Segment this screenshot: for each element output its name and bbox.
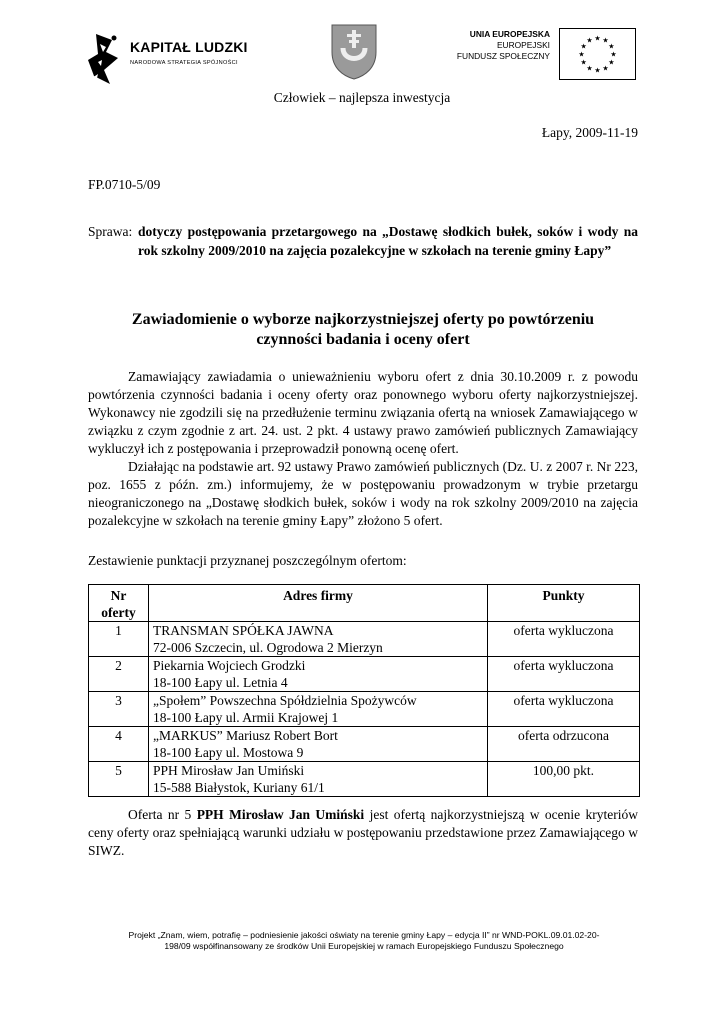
- body-paragraph-1: Zamawiający zawiadamia o unieważnieniu wyboru ofert z dnia 30.10.2009 r. z powodu powtórzenia czynności badania i oceny oferty oraz ponownego wyboru oferty najkorzystniejszej. Wykonawcy nie zgodzili się na przedłużenie terminu związania ofertą na wniosek Zamawiającego w związku z czym zgodnie z art. 24. ust. 2 pkt. 4 ustawy prawo zamówień publicznych Zamawiający wykluczył ich z postępowania i przeprowadził ponowną ocenę ofert.: [88, 369, 638, 456]
- eu-text-block: [420, 29, 550, 62]
- row-nr: 5: [89, 762, 149, 797]
- eu-line-1: UNIA EUROPEJSKA: [469, 29, 550, 39]
- kapital-ludzki-title: KAPITAŁ LUDZKI: [130, 39, 248, 55]
- company-address: 18-100 Łapy ul. Armii Krajowej 1: [153, 710, 339, 725]
- eu-line-2: EUROPEJSKI: [496, 40, 550, 50]
- table-row: [89, 692, 640, 727]
- row-points: oferta wykluczona: [488, 692, 640, 727]
- header-nr-line-2: oferty: [101, 605, 136, 620]
- body-text: [88, 368, 638, 530]
- conclusion-prefix: Oferta nr 5: [128, 807, 197, 822]
- eu-star-icon: ★: [594, 66, 601, 75]
- municipal-crest-icon: [329, 22, 379, 80]
- eu-star-icon: ★: [586, 64, 593, 73]
- eu-star-icon: ★: [602, 64, 609, 73]
- row-points: 100,00 pkt.: [488, 762, 640, 797]
- eu-star-icon: ★: [610, 50, 617, 59]
- row-nr: 3: [89, 692, 149, 727]
- eu-star-icon: ★: [608, 42, 615, 51]
- table-header-row: [89, 585, 640, 622]
- row-points: oferta wykluczona: [488, 657, 640, 692]
- title-line-1: Zawiadomienie o wyborze najkorzystniejszej oferty po powtórzeniu: [131, 311, 595, 328]
- offers-table: [88, 584, 640, 797]
- company-name: PPH Mirosław Jan Umiński: [153, 763, 305, 778]
- summary-label: Zestawienie punktacji przyznanej poszczególnym ofertom:: [88, 553, 407, 568]
- body-paragraph-2: Działając na podstawie art. 92 ustawy Prawo zamówień publicznych (Dz. U. z 2007 r. Nr 223, poz. 1655 z późn. zm.) informujemy, że w postępowaniu prowadzonym w trybie przetargu nieograniczonego na „Dostawę słodkich bułek, soków i wody na rok szkolny 2009/2010 na zajęcia pozalekcyjne w szkołach na terenie gminy Łapy” złożono 5 ofert.: [88, 459, 638, 528]
- eu-star-icon: ★: [578, 50, 585, 59]
- title-line-2: czynności badania i oceny ofert: [256, 331, 470, 348]
- row-nr: 2: [89, 657, 149, 692]
- row-nr: 1: [89, 622, 149, 657]
- eu-star-icon: ★: [580, 58, 587, 67]
- winning-company: PPH Mirosław Jan Umiński: [196, 807, 365, 822]
- company-name: „MARKUS” Mariusz Robert Bort: [153, 728, 338, 743]
- row-company: [149, 622, 488, 657]
- conclusion-paragraph: [88, 806, 638, 860]
- project-footer: [84, 930, 644, 952]
- company-address: 72-006 Szczecin, ul. Ogrodowa 2 Mierzyn: [153, 640, 383, 655]
- eu-star-icon: ★: [586, 36, 593, 45]
- header-points: Punkty: [488, 585, 640, 622]
- header-nr-line-1: Nr: [110, 588, 127, 603]
- footer-line-2: 198/09 współfinansowany ze środków Unii Europejskiej w ramach Europejskiego Funduszu Społecznego: [164, 941, 564, 951]
- eu-star-icon: ★: [608, 58, 615, 67]
- eu-star-icon: ★: [580, 42, 587, 51]
- company-name: „Społem” Powszechna Spółdzielnia Spożywców: [153, 693, 417, 708]
- subject-text: dotyczy postępowania przetargowego na „Dostawę słodkich bułek, soków i wody na rok szkolny 2009/2010 na zajęcia pozalekcyjne w szkołach na terenie gminy Łapy”: [138, 224, 638, 258]
- document-title: [88, 310, 638, 350]
- row-company: [149, 657, 488, 692]
- company-name: Piekarnia Wojciech Grodzki: [153, 658, 306, 673]
- eu-line-3: FUNDUSZ SPOŁECZNY: [456, 51, 550, 61]
- eu-flag-icon: [559, 28, 636, 80]
- row-company: [149, 727, 488, 762]
- company-name: TRANSMAN SPÓŁKA JAWNA: [153, 623, 334, 638]
- table-row: [89, 762, 640, 797]
- row-points: oferta wykluczona: [488, 622, 640, 657]
- motto: Człowiek – najlepsza inwestycja: [273, 90, 451, 105]
- eu-star-icon: ★: [602, 36, 609, 45]
- subject-label: Sprawa:: [88, 224, 133, 239]
- header-address: Adres firmy: [149, 585, 488, 622]
- table-row: [89, 727, 640, 762]
- eu-star-icon: ★: [594, 34, 601, 43]
- kapital-ludzki-logo-icon: [84, 30, 124, 88]
- kapital-ludzki-subtitle: NARODOWA STRATEGIA SPÓJNOŚCI: [130, 60, 238, 66]
- header-nr: [89, 585, 149, 622]
- subject-block: [88, 222, 638, 260]
- document-date: Łapy, 2009-11-19: [541, 125, 638, 140]
- table-row: [89, 622, 640, 657]
- row-company: [149, 762, 488, 797]
- table-row: [89, 657, 640, 692]
- conclusion-suffix: jest ofertą najkorzystniejszą w ocenie kryteriów ceny oferty oraz spełniającą warunki udziału w postępowaniu przedstawione przez Zamawiającego w SIWZ.: [88, 807, 638, 858]
- conclusion-block: [88, 806, 638, 860]
- reference-number: FP.0710-5/09: [88, 177, 161, 192]
- company-address: 18-100 Łapy ul. Letnia 4: [153, 675, 288, 690]
- company-address: 18-100 Łapy ul. Mostowa 9: [153, 745, 304, 760]
- logo-header: [0, 20, 724, 82]
- company-address: 15-588 Białystok, Kuriany 61/1: [153, 780, 325, 795]
- row-company: [149, 692, 488, 727]
- footer-line-1: Projekt „Znam, wiem, potrafię – podniesienie jakości oświaty na terenie gminy Łapy – edycja II” nr WND-POKL.09.01.02-20-: [128, 930, 600, 940]
- row-points: oferta odrzucona: [488, 727, 640, 762]
- row-nr: 4: [89, 727, 149, 762]
